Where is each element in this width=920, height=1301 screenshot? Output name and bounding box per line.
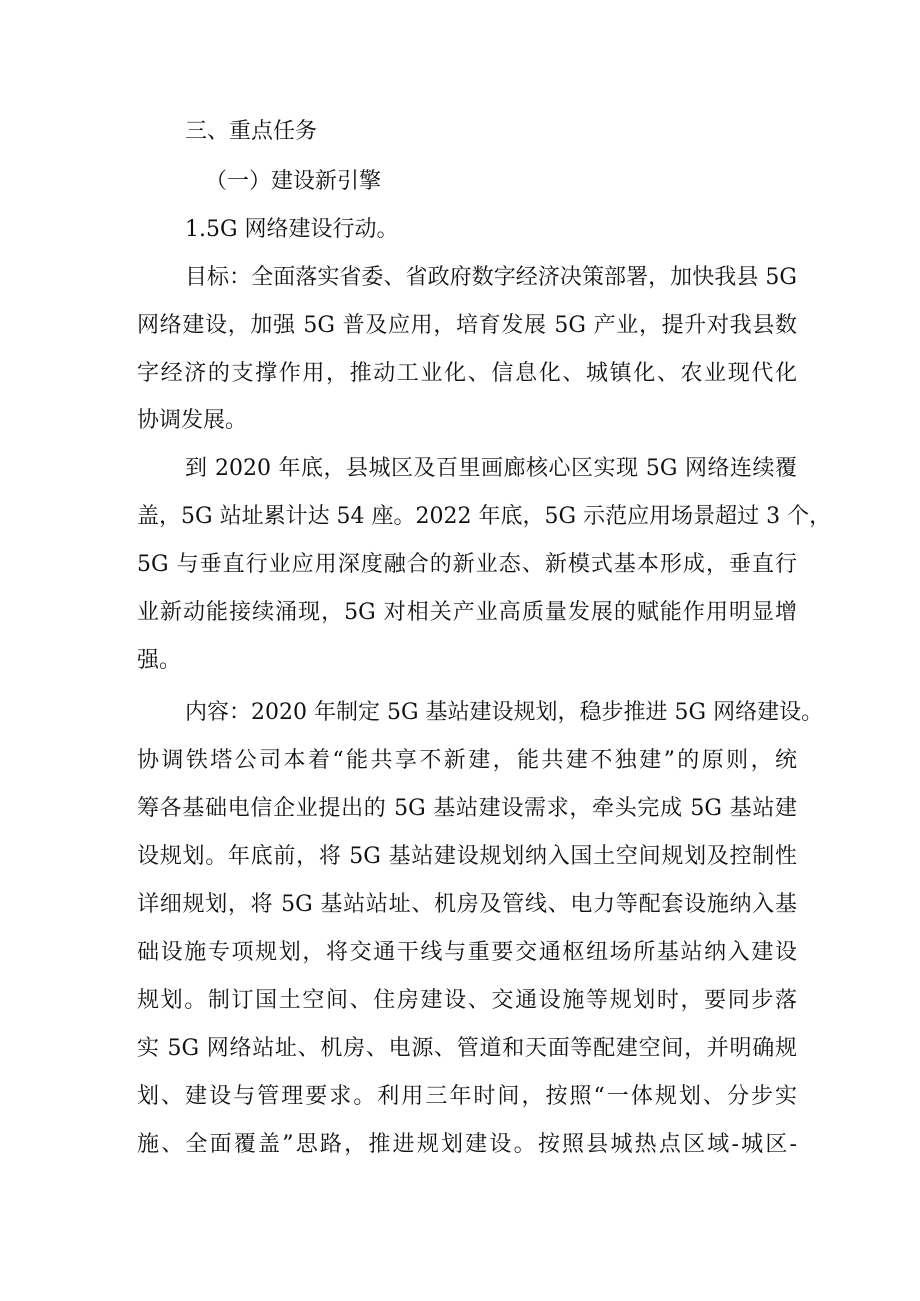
content-line: 详细规划，将 5G 基站站址、机房及管线、电力等配套设施纳入基 [137,892,797,917]
target-line: 盖，5G 站址累计达 54 座。2022 年底，5G 示范应用场景超过 3 个， [137,504,832,529]
target-line: 5G 与垂直行业应用深度融合的新业态、新模式基本形成，垂直行 [137,552,797,577]
content-line: 础设施专项规划，将交通干线与重要交通枢纽场所基站纳入建设 [137,940,797,965]
goal-line: 网络建设，加强 5G 普及应用，培育发展 5G 产业，提升对我县数 [137,313,797,338]
goal-line: 协调发展。 [137,408,248,433]
target-line: 到 2020 年底，县城区及百里画廊核心区实现 5G 网络连续覆 [185,456,797,481]
target-line: 强。 [137,648,182,673]
content-line: 协调铁塔公司本着“能共享不新建，能共建不独建”的原则，统 [137,748,797,773]
goal-line: 字经济的支撑作用，推动工业化、信息化、城镇化、农业现代化 [137,361,797,386]
content-line: 设规划。年底前，将 5G 基站建设规划纳入国土空间规划及控制性 [137,844,797,869]
subsection-heading: （一）建设新引擎 [205,169,382,194]
content-line: 筹各基础电信企业提出的 5G 基站建设需求，牵头完成 5G 基站建 [137,796,797,821]
content-line: 划、建设与管理要求。利用三年时间，按照“一体规划、分步实 [137,1084,797,1109]
content-line: 规划。制订国土空间、住房建设、交通设施等规划时，要同步落 [137,988,797,1013]
content-line: 施、全面覆盖”思路，推进规划建设。按照县城热点区域-城区- [137,1132,797,1157]
target-line: 业新动能接续涌现，5G 对相关产业高质量发展的赋能作用明显增 [137,600,797,625]
section-heading: 三、重点任务 [185,119,318,144]
goal-line: 目标：全面落实省委、省政府数字经济决策部署，加快我县 5G [185,265,797,290]
content-line: 内容：2020 年制定 5G 基站建设规划，稳步推进 5G 网络建设。 [185,700,824,725]
content-line: 实 5G 网络站址、机房、电源、管道和天面等配建空间，并明确规 [137,1036,797,1061]
item-heading: 1.5G 网络建设行动。 [185,217,399,242]
